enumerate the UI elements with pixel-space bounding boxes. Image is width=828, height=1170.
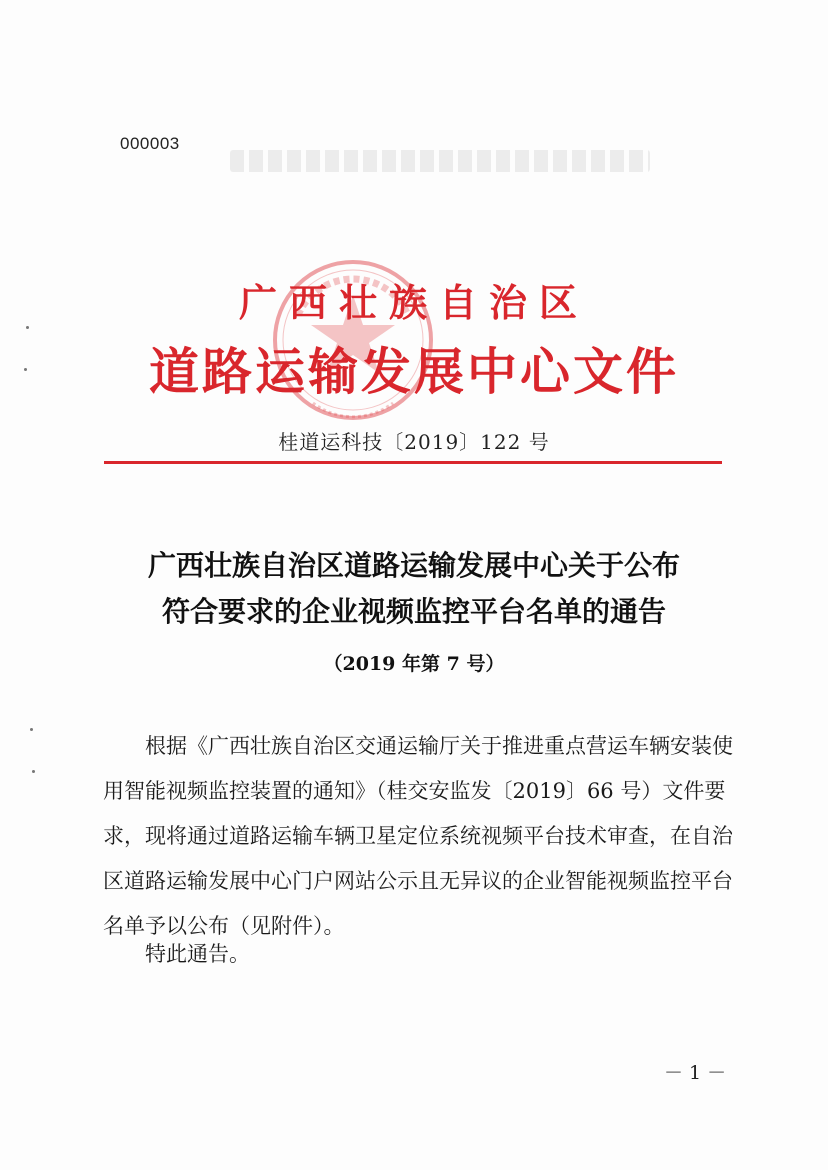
notice-number: （2019 年第 7 号） bbox=[323, 653, 505, 675]
body-paragraph: 根据《广西壮族自治区交通运输厅关于推进重点营运车辆安装使用智能视频监控装置的通知》（桂交安监发〔2019〕66 号）文件要求，现将通过道路运输车辆卫星定位系统视频平台技术审查，在自治区道路运输发展中心门户网站公示且无异议的企业智能视频监控平台名单予以公布（见附件）。 bbox=[103, 734, 733, 938]
archive-number: 000003 bbox=[120, 134, 180, 153]
scan-speck bbox=[30, 728, 33, 731]
scan-speck bbox=[32, 770, 35, 773]
issuer-region-heading: 广西壮族自治区 bbox=[238, 280, 589, 325]
document-code: 桂道运科技〔2019〕122 号 bbox=[278, 430, 550, 454]
closing-phrase: 特此通告。 bbox=[145, 942, 250, 966]
issuer-document-heading: 道路运输发展中心文件 bbox=[149, 342, 679, 401]
notice-title bbox=[0, 543, 828, 635]
red-divider bbox=[104, 461, 722, 464]
scan-speck bbox=[26, 326, 29, 329]
notice-title-line-2: 符合要求的企业视频监控平台名单的通告 bbox=[161, 595, 666, 628]
notice-body bbox=[103, 724, 743, 949]
bleed-through-text bbox=[230, 150, 650, 172]
page-number: － 1 － bbox=[664, 1062, 727, 1084]
scan-speck bbox=[24, 368, 27, 371]
notice-title-line-1: 广西壮族自治区道路运输发展中心关于公布 bbox=[147, 549, 680, 582]
